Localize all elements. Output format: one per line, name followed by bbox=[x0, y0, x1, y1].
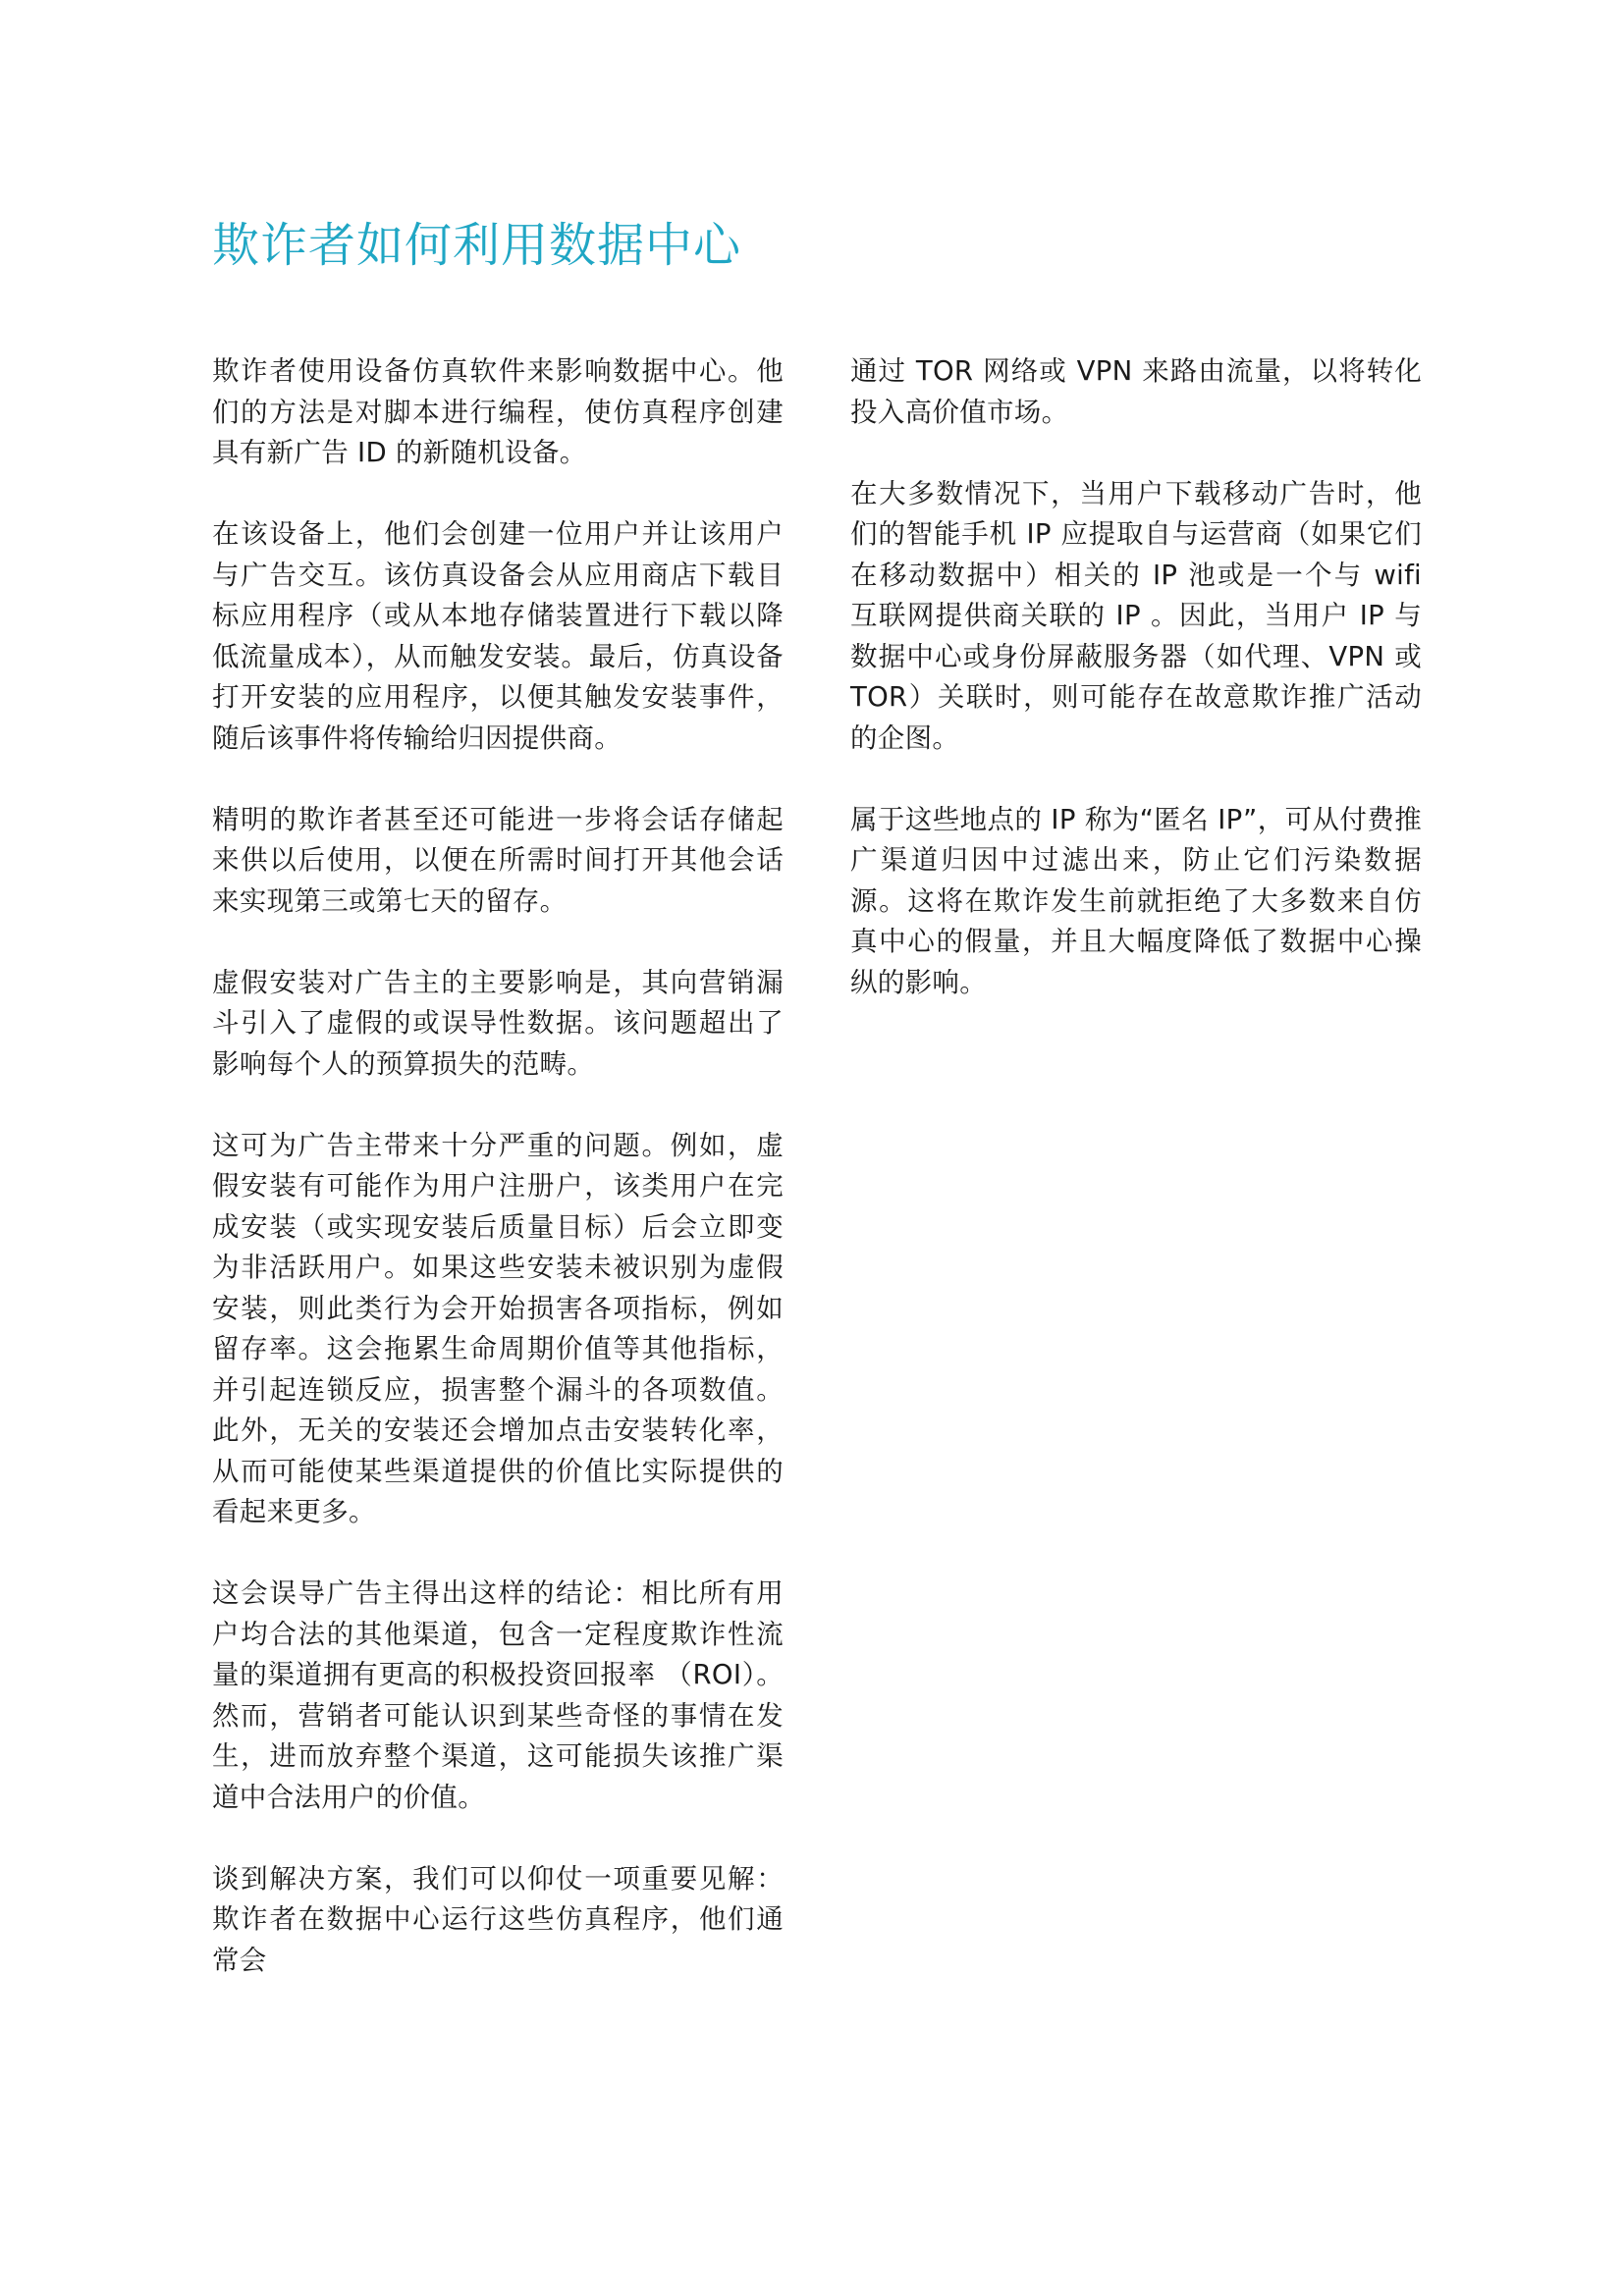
paragraph: 欺诈者使用设备仿真软件来影响数据中心。他们的方法是对脚本进行编程，使仿真程序创建具有新广告 ID 的新随机设备。 bbox=[212, 355, 784, 468]
right-column bbox=[850, 351, 1422, 1044]
paragraph: 属于这些地点的 IP 称为“匿名 IP”，可从付费推广渠道归因中过滤出来，防止它们污染数据源。这将在欺诈发生前就拒绝了大多数来自仿真中心的假量，并且大幅度降低了数据中心操纵的影响。 bbox=[850, 803, 1422, 998]
page-title: 欺诈者如何利用数据中心 bbox=[212, 218, 742, 273]
paragraph: 在该设备上，他们会创建一位用户并让该用户与广告交互。该仿真设备会从应用商店下载目标应用程序（或从本地存储装置进行下载以降低流量成本），从而触发安装。最后，仿真设备打开安装的应用程序，以便其触发安装事件，随后该事件将传输给归因提供商。 bbox=[212, 518, 784, 754]
paragraph: 精明的欺诈者甚至还可能进一步将会话存储起来供以后使用，以便在所需时间打开其他会话来实现第三或第七天的留存。 bbox=[212, 803, 784, 917]
paragraph: 这会误导广告主得出这样的结论：相比所有用户均合法的其他渠道，包含一定程度欺诈性流量的渠道拥有更高的积极投资回报率 （ROI）。然而，营销者可能认识到某些奇怪的事情在发生，进而放弃整个渠道，这可能损失该推广渠道中合法用户的价值。 bbox=[212, 1577, 784, 1813]
paragraph: 通过 TOR 网络或 VPN 来路由流量，以将转化投入高价值市场。 bbox=[850, 355, 1422, 428]
paragraph: 虚假安装对广告主的主要影响是，其向营销漏斗引入了虚假的或误导性数据。该问题超出了影响每个人的预算损失的范畴。 bbox=[212, 966, 784, 1080]
left-column bbox=[212, 351, 784, 2022]
paragraph: 这可为广告主带来十分严重的问题。例如，虚假安装有可能作为用户注册户，该类用户在完成安装（或实现安装后质量目标）后会立即变为非活跃用户。如果这些安装未被识别为虚假安装，则此类行为会开始损害各项指标，例如留存率。这会拖累生命周期价值等其他指标，并引起连锁反应，损害整个漏斗的各项数值。此外，无关的安装还会增加点击安装转化率，从而可能使某些渠道提供的价值比实际提供的看起来更多。 bbox=[212, 1129, 784, 1527]
paragraph: 在大多数情况下，当用户下载移动广告时，他们的智能手机 IP 应提取自与运营商（如果它们在移动数据中）相关的 IP 池或是一个与 wifi 互联网提供商关联的 IP 。因此，当用户 IP 与数据中心或身份屏蔽服务器（如代理、VPN 或 TOR）关联时，则可能存在故意欺诈推广活动的企图。 bbox=[850, 477, 1422, 754]
paragraph: 谈到解决方案，我们可以仰仗一项重要见解：欺诈者在数据中心运行这些仿真程序，他们通常会 bbox=[212, 1862, 784, 1976]
